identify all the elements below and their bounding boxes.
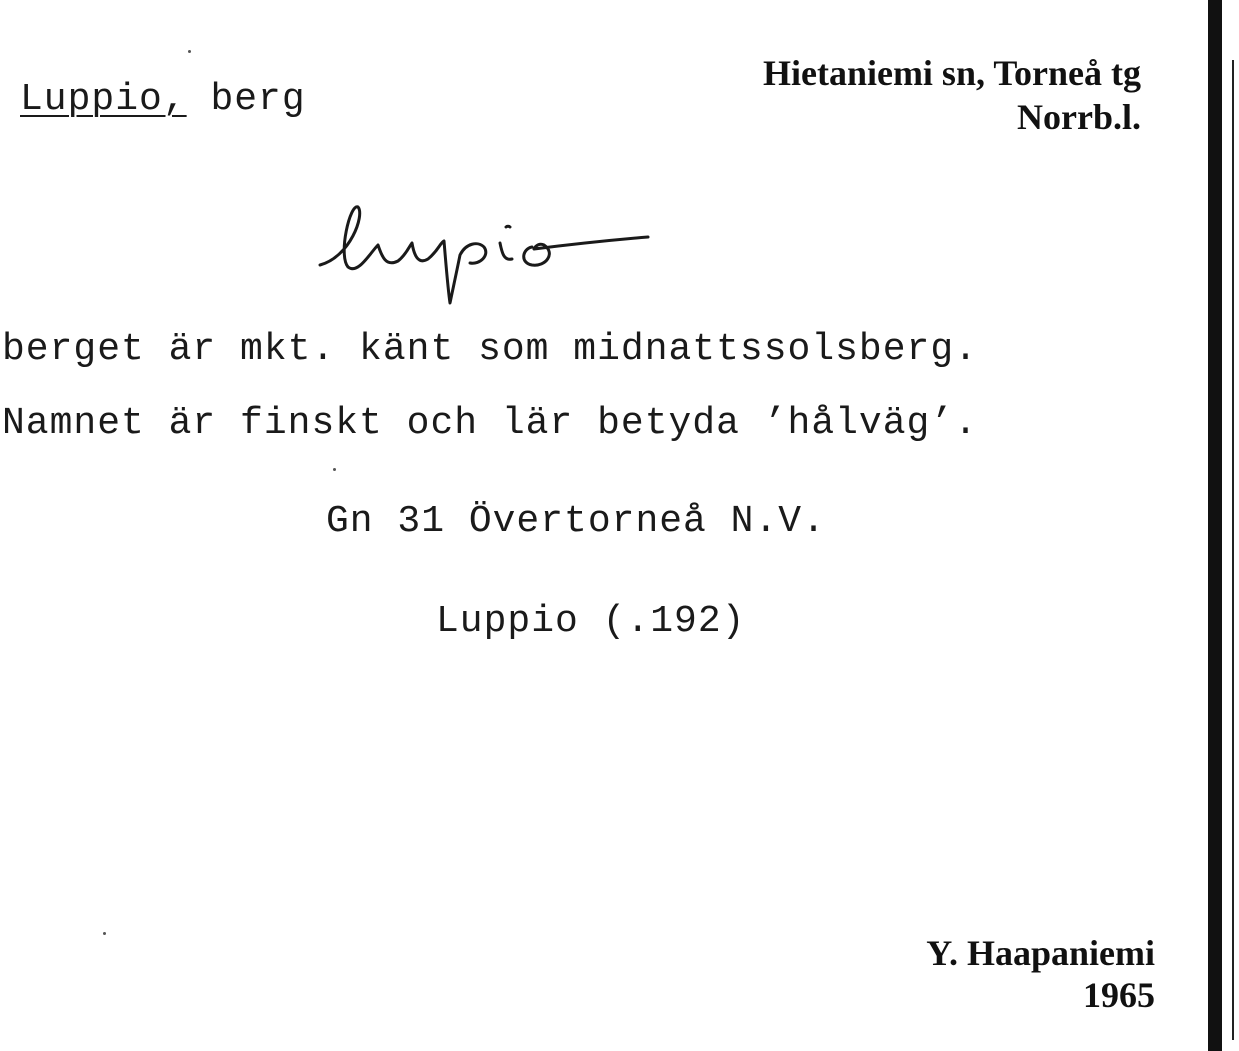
body-line-1: berget är mkt. känt som midnattssolsberg. (2, 328, 978, 371)
collection-year: 1965 (1083, 975, 1155, 1015)
speck (333, 468, 336, 471)
county-line: Norrb.l. (1017, 97, 1141, 137)
speck (103, 932, 106, 935)
parish-line: Hietaniemi sn, Torneå tg (762, 53, 1141, 93)
collector-name: Y. Haapaniemi (926, 933, 1155, 973)
headword-line (20, 78, 306, 121)
body-line-2: Namnet är finskt och lär betyda ’hålväg’. (2, 402, 978, 445)
card-edge-line (1232, 60, 1234, 1040)
handwritten-form (310, 195, 660, 320)
map-reference: Gn 31 Övertorneå N.V. (326, 500, 826, 543)
headword-type: berg (210, 78, 306, 121)
speck (188, 50, 191, 53)
card-edge (1208, 0, 1222, 1051)
headword: Luppio, (20, 78, 187, 121)
map-form: Luppio (.192) (436, 600, 746, 643)
